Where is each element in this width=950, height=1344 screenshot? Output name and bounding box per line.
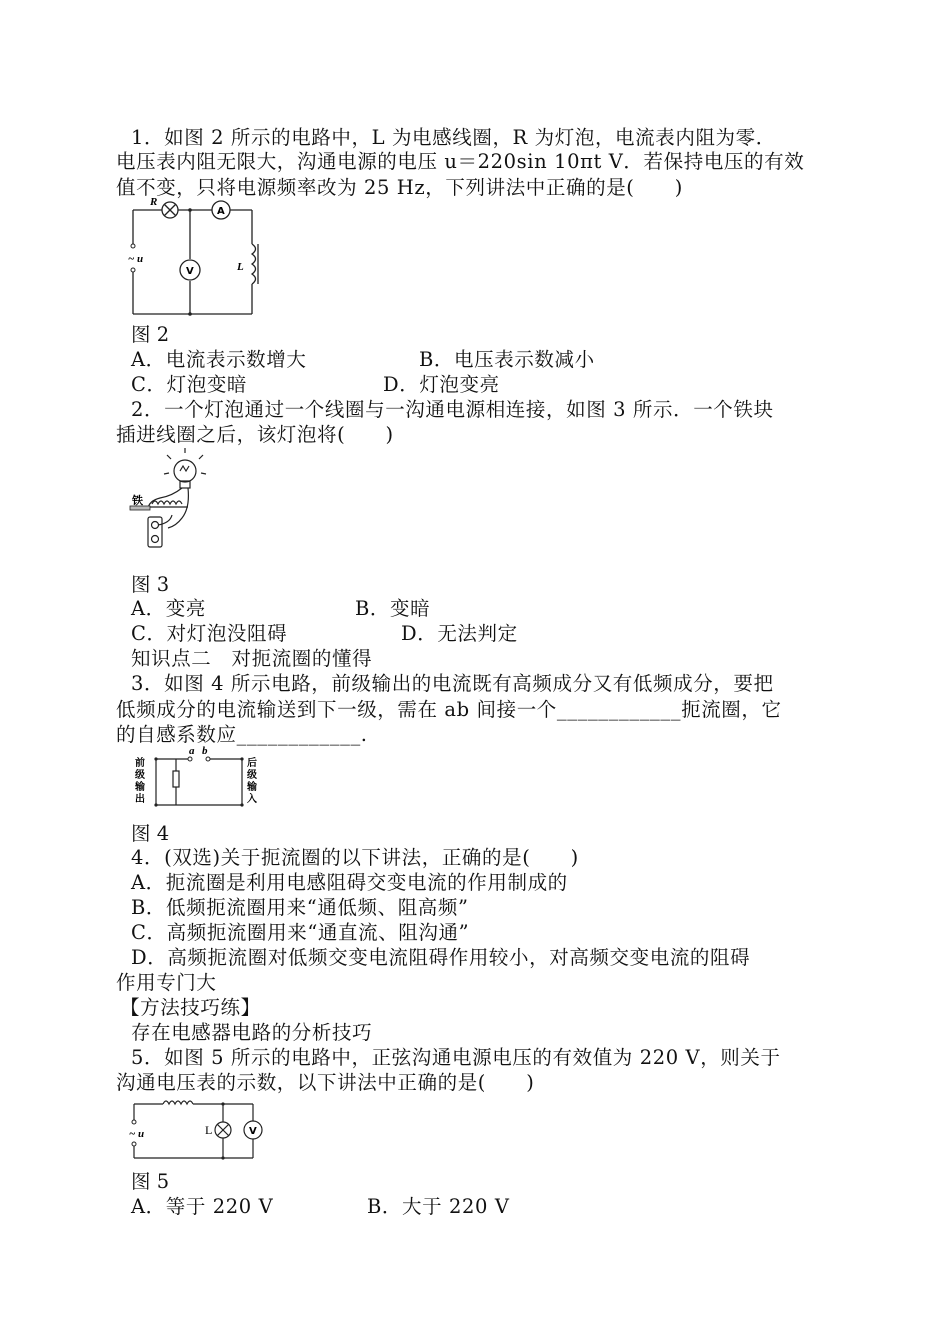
q2-option-a: A．变亮 [131,597,206,620]
figure-4-circuit [128,747,268,811]
q4-stem: 4．(双选)关于扼流圈的以下讲法，正确的是( ) [131,846,579,869]
q2-line1: 2．一个灯泡通过一个线圈与一沟通电源相连接，如图 3 所示．一个铁块 [131,398,774,421]
q4-option-a: A．扼流圈是利用电感阻碍交变电流的作用制成的 [131,871,568,894]
q4-option-d-line2: 作用专门大 [116,971,217,994]
fig2-label-L: L [237,261,244,273]
fig3-caption: 图 3 [131,573,170,596]
q5-option-b: B．大于 220 V [367,1195,510,1218]
fig4-left-label: 前级输出 [135,758,145,805]
section-heading-2: 知识点二 对扼流圈的懂得 [131,647,373,670]
q4-option-c: C．高频扼流圈用来“通直流、阻沟通” [131,921,470,944]
q1-option-b: B．电压表示数减小 [419,348,595,371]
fig3-iron-label: 铁 [132,494,143,507]
methods-header: 【方法技巧练】 [120,996,261,1019]
fig4-right-label: 后级输入 [247,758,257,805]
q2-option-d: D．无法判定 [401,622,518,645]
q2-line2: 插进线圈之后，该灯泡将( ) [116,423,394,446]
q1-option-d: D．灯泡变亮 [383,373,500,396]
q1-line1: 1．如图 2 所示的电路中，L 为电感线圈，R 为灯泡，电流表内阻为零． [131,126,776,149]
fig2-caption: 图 2 [131,323,170,346]
fig4-label-a: a [189,745,195,757]
q3-line2: 低频成分的电流输送到下一级，需在 ab 间接一个____________扼流圈，它 [116,698,782,721]
fig5-label-L: L [205,1123,213,1137]
q3-line1: 3．如图 4 所示电路，前级输出的电流既有高频成分又有低频成分，要把 [131,672,774,695]
fig2-label-R: R [150,196,158,208]
fig4-caption: 图 4 [131,822,170,845]
q5-option-a: A．等于 220 V [131,1195,274,1218]
q1-line2: 电压表内阻无限大，沟通电源的电压 u＝220sin 10πt V．若保持电压的有效 [116,150,805,173]
fig2-source-label: ~ u [128,253,144,265]
q5-line2: 沟通电压表的示数，以下讲法中正确的是( ) [116,1071,535,1094]
fig5-source-label: ~ u [129,1128,145,1140]
q2-option-b: B．变暗 [355,597,431,620]
figure-3-lamp-coil [128,449,208,553]
q1-line3: 值不变，只将电源频率改为 25 Hz，下列讲法中正确的是( ) [116,176,683,199]
figure-2-circuit [126,196,262,320]
figure-5-circuit [127,1094,267,1164]
fig5-voltmeter-label: V [249,1126,257,1137]
fig2-voltmeter-label: V [186,266,194,277]
q2-option-c: C．对灯泡没阻碍 [131,622,288,645]
fig5-caption: 图 5 [131,1170,170,1193]
q3-line3: 的自感系数应____________. [116,723,368,746]
q1-option-c: C．灯泡变暗 [131,373,248,396]
q4-option-b: B．低频扼流圈用来“通低频、阻高频” [131,896,469,919]
q1-option-a: A．电流表示数增大 [131,348,307,371]
methods-subheading: 存在电感器电路的分析技巧 [131,1021,373,1044]
fig4-label-b: b [202,745,208,757]
q4-option-d-line1: D．高频扼流圈对低频交变电流阻碍作用较小，对高频交变电流的阻碍 [131,946,751,969]
fig2-ammeter-label: A [217,206,225,217]
q5-line1: 5．如图 5 所示的电路中，正弦沟通电源电压的有效值为 220 V，则关于 [131,1046,781,1069]
